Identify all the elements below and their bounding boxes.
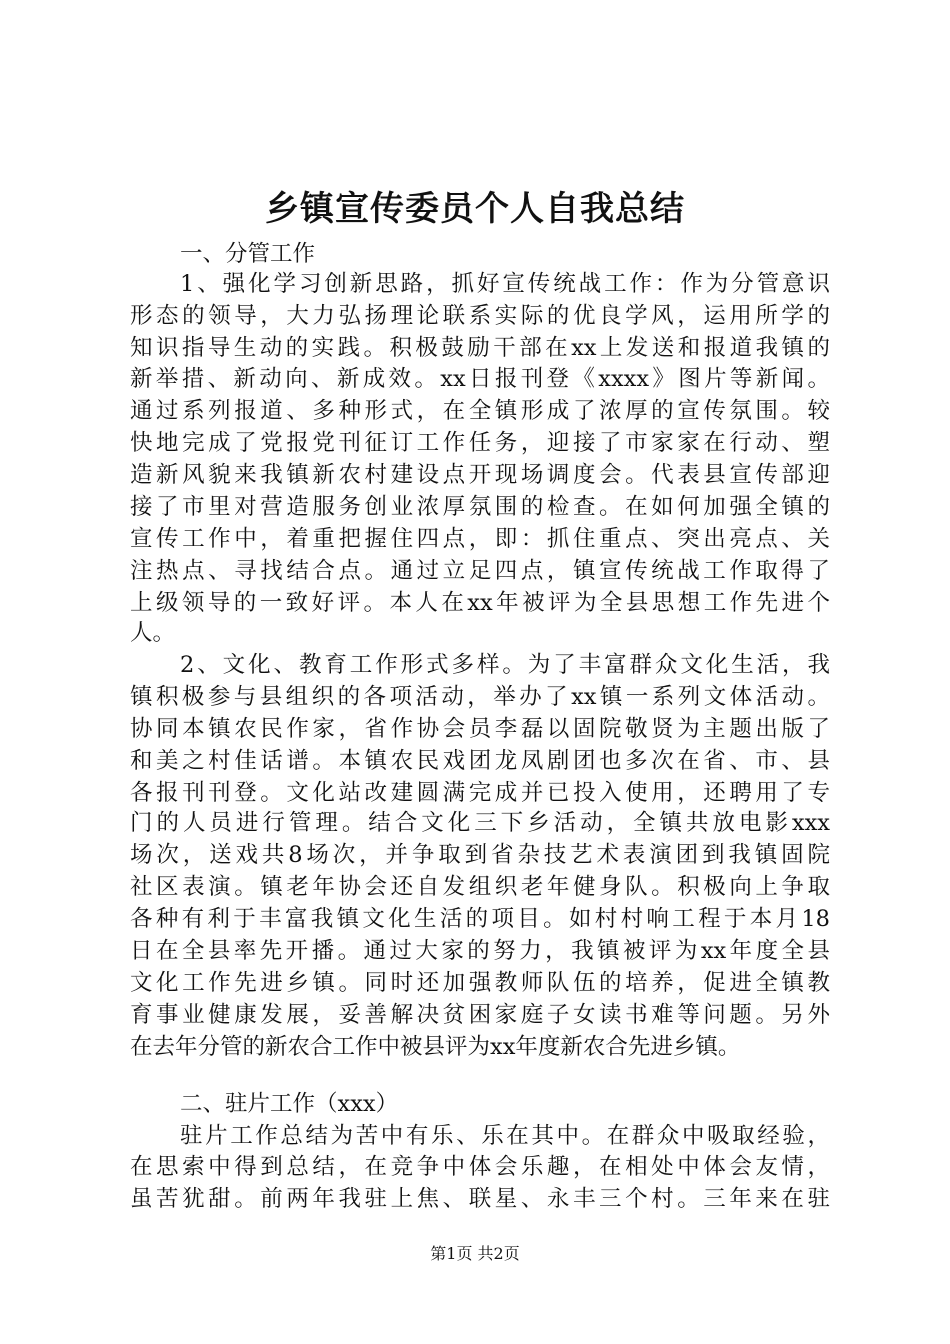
text-line: 1、强化学习创新思路，抓好宣传统战工作：作为分管意识 <box>180 271 830 297</box>
text-line: 社区表演。镇老年协会还自发组织老年健身队。积极向上争取 <box>130 874 830 900</box>
text-line: 各种有利于丰富我镇文化生活的项目。如村村响工程于本月18 <box>130 906 830 932</box>
text-line: 接了市里对营造服务创业浓厚氛围的检查。在如何加强全镇的 <box>130 494 830 520</box>
text-line: 镇积极参与县组织的各项活动，举办了xx镇一系列文体活动。 <box>130 684 830 710</box>
text-line: 快地完成了党报党刊征订工作任务，迎接了市家家在行动、塑 <box>130 430 830 456</box>
page-footer: 第1页 共2页 <box>430 1244 520 1263</box>
text-line: 门的人员进行管理。结合文化三下乡活动，全镇共放电影xxx <box>130 810 830 836</box>
text-line: 人。 <box>130 620 176 646</box>
text-line: 场次，送戏共8场次，并争取到省杂技艺术表演团到我镇固院 <box>130 842 830 868</box>
text-line: 育事业健康发展，妥善解决贫困家庭子女读书难等问题。另外 <box>130 1002 830 1028</box>
text-line: 在思索中得到总结，在竞争中体会乐趣，在相处中体会友情， <box>130 1154 830 1180</box>
text-line: 日在全县率先开播。通过大家的努力，我镇被评为xx年度全县 <box>130 938 830 964</box>
text-line: 注热点、寻找结合点。通过立足四点，镇宣传统战工作取得了 <box>130 558 830 584</box>
text-line: 虽苦犹甜。前两年我驻上焦、联星、永丰三个村。三年来在驻 <box>130 1186 830 1212</box>
text-line: 新举措、新动向、新成效。xx日报刊登《xxxx》图片等新闻。 <box>130 366 830 392</box>
text-line: 上级领导的一致好评。本人在xx年被评为全县思想工作先进个 <box>130 590 830 616</box>
text-line: 协同本镇农民作家，省作协会员李磊以固院敬贤为主题出版了 <box>130 716 830 742</box>
text-line: 形态的领导，大力弘扬理论联系实际的优良学风，运用所学的 <box>130 303 830 329</box>
text-line: 二、驻片工作（xxx） <box>180 1091 399 1117</box>
text-line: 各报刊刊登。文化站改建圆满完成并已投入使用，还聘用了专 <box>130 780 830 806</box>
document-title: 乡镇宣传委员个人自我总结 <box>265 189 685 229</box>
text-line: 2、文化、教育工作形式多样。为了丰富群众文化生活，我 <box>180 652 830 678</box>
text-line: 宣传工作中，着重把握住四点，即：抓住重点、突出亮点、关 <box>130 526 830 552</box>
text-line: 文化工作先进乡镇。同时还加强教师队伍的培养，促进全镇教 <box>130 970 830 996</box>
text-line: 通过系列报道、多种形式，在全镇形成了浓厚的宣传氛围。较 <box>130 398 830 424</box>
text-line: 在去年分管的新农合工作中被县评为xx年度新农合先进乡镇。 <box>130 1034 741 1060</box>
text-line: 驻片工作总结为苦中有乐、乐在其中。在群众中吸取经验， <box>180 1123 830 1149</box>
text-line: 知识指导生动的实践。积极鼓励干部在xx上发送和报道我镇的 <box>130 335 830 361</box>
text-line: 造新风貌来我镇新农村建设点开现场调度会。代表县宣传部迎 <box>130 462 830 488</box>
text-line: 和美之村佳话谱。本镇农民戏团龙凤剧团也多次在省、市、县 <box>130 748 830 774</box>
text-line: 一、分管工作 <box>180 241 316 267</box>
